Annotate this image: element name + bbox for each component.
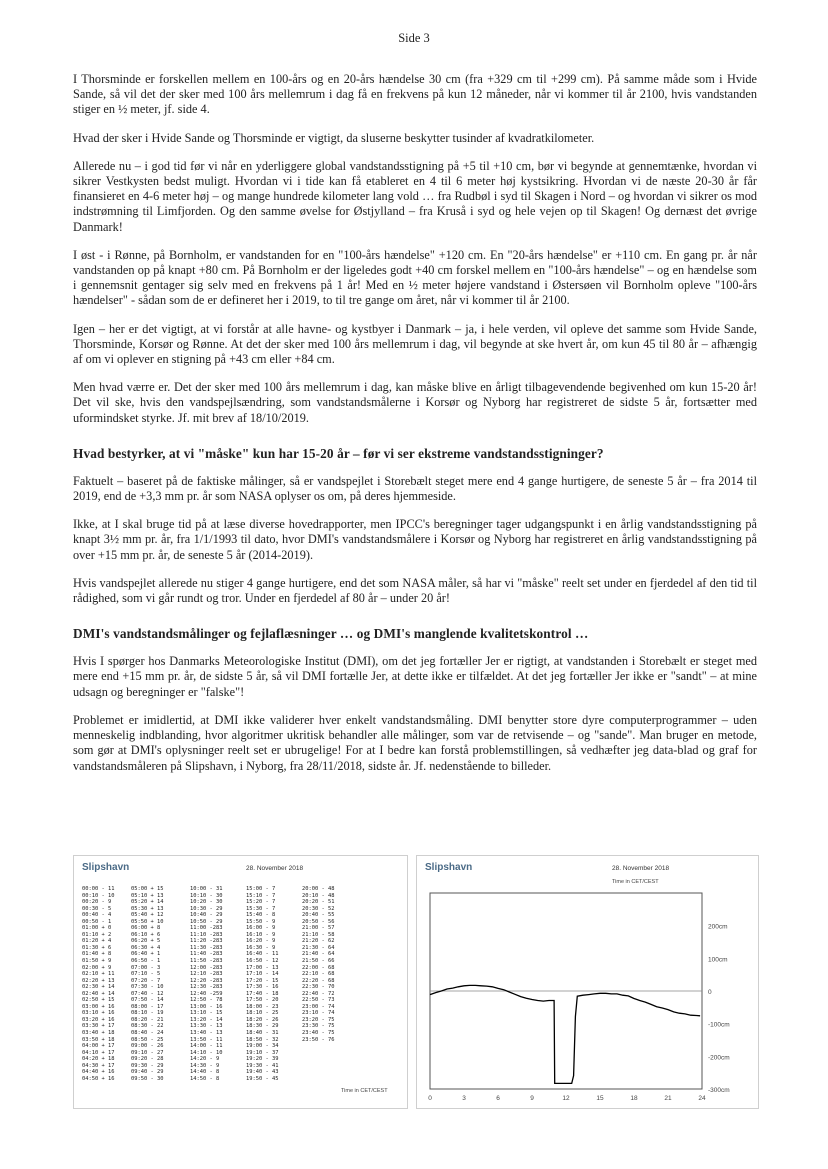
data-row: 02:20 + 13 (82, 977, 115, 984)
data-row: 18:40 - 31 (246, 1030, 279, 1037)
data-row: 17:40 - 18 (246, 990, 279, 997)
paragraph: I Thorsminde er forskellen mellem en 100-års og en 20-års hændelse 30 cm (fra +329 cm til +299 cm). På samme måde som i Hvide Sande, så vil det der sker med 100 års mellemrum i dag få en frekvens på kun 12 måneder, når vi kommer til år 2100, hvis vandstanden stiger en ½ meter, jf. side 4. (73, 72, 757, 117)
data-row: 10:10 - 30 (190, 892, 223, 899)
data-row: 15:20 - 7 (246, 899, 276, 906)
data-row: 18:50 - 32 (246, 1036, 279, 1043)
data-row: 09:20 - 28 (131, 1056, 164, 1063)
line-chart (417, 856, 758, 1108)
data-row: 11:10 -283 (190, 931, 223, 938)
data-row: 04:20 + 18 (82, 1056, 115, 1063)
data-row: 22:20 - 68 (302, 977, 335, 984)
data-row: 04:30 + 17 (82, 1062, 115, 1069)
data-row: 20:20 - 51 (302, 899, 335, 906)
water-level-chart (416, 855, 759, 1109)
data-row: 14:10 - 10 (190, 1049, 223, 1056)
data-row: 00:30 - 5 (82, 905, 112, 912)
x-tick-label: 18 (630, 1095, 638, 1102)
data-row: 03:30 + 17 (82, 1023, 115, 1030)
chart-timezone-label: Time in CET/CEST (612, 879, 659, 885)
data-row: 14:00 - 11 (190, 1043, 223, 1050)
x-tick-label: 15 (596, 1095, 604, 1102)
data-row: 04:40 + 16 (82, 1069, 115, 1076)
data-row: 21:00 - 57 (302, 925, 335, 932)
data-row: 12:20 -283 (190, 977, 223, 984)
data-row: 12:30 -283 (190, 984, 223, 991)
series-line (430, 985, 700, 1083)
data-row: 21:50 - 66 (302, 958, 335, 965)
data-row: 02:40 + 14 (82, 990, 115, 997)
data-row: 11:50 -283 (190, 958, 223, 965)
data-row: 13:40 - 13 (190, 1030, 223, 1037)
data-row: 19:50 - 45 (246, 1075, 279, 1082)
data-row: 12:10 -283 (190, 971, 223, 978)
data-row: 19:00 - 34 (246, 1043, 279, 1050)
data-row: 03:40 + 18 (82, 1030, 115, 1037)
data-row: 09:50 - 30 (131, 1075, 164, 1082)
data-row: 23:10 - 74 (302, 1010, 335, 1017)
x-tick-label: 24 (698, 1095, 706, 1102)
data-row: 05:00 + 15 (131, 886, 164, 892)
data-row: 08:30 - 22 (131, 1023, 164, 1030)
data-row: 23:50 - 76 (302, 1036, 335, 1043)
data-row: 01:10 + 2 (82, 931, 112, 938)
data-row: 05:50 + 10 (131, 918, 164, 925)
data-row: 12:40 -259 (190, 990, 223, 997)
data-row: 01:40 + 8 (82, 951, 112, 958)
data-row: 02:00 + 9 (82, 964, 112, 971)
data-sheet-date: 28. November 2018 (246, 865, 304, 872)
data-row: 15:30 - 7 (246, 905, 276, 912)
timezone-label: Time in CET/CEST (341, 1088, 388, 1094)
station-title: Slipshavn (82, 862, 130, 873)
data-row: 18:10 - 25 (246, 1010, 279, 1017)
data-row: 17:20 - 15 (246, 977, 279, 984)
data-row: 10:30 - 29 (190, 905, 223, 912)
data-row: 06:10 + 6 (131, 931, 161, 938)
data-row: 07:50 - 14 (131, 997, 164, 1004)
data-column (82, 886, 114, 1082)
paragraph: Faktuelt – baseret på de faktiske målinger, så er vandspejlet i Storebælt steget mere end 4 gange hurtigere, de seneste 5 år – fra 2014 til 2019, end de +3,3 mm pr. år som NASA oplyser os om, på deres hjemmeside. (73, 473, 757, 504)
data-row: 19:30 - 41 (246, 1062, 279, 1069)
data-row: 16:30 - 9 (246, 944, 276, 951)
data-row: 09:40 - 29 (131, 1069, 164, 1076)
data-row: 14:30 - 9 (190, 1062, 220, 1069)
data-row: 22:50 - 73 (302, 997, 335, 1004)
data-row: 13:30 - 13 (190, 1023, 223, 1030)
data-row: 00:20 - 9 (82, 899, 112, 906)
data-row: 03:20 + 16 (82, 1016, 115, 1023)
data-row: 05:40 + 12 (131, 912, 164, 919)
x-tick-label: 9 (530, 1095, 534, 1102)
paragraph: Men hvad værre er. Det der sker med 100 års mellemrum i dag, kan måske blive en årligt tilbagevendende begivenhed om kun 15-20 år! Det vil ske, hvis den vandspejlsændring, som vandstandsmålerne i Korsør og Nyborg har registreret de sidste 5 år, fortsætter med uformindsket styrke. Jf. mit brev af 18/10/2019. (73, 380, 757, 425)
data-row: 10:50 - 29 (190, 918, 223, 925)
data-row: 09:10 - 27 (131, 1049, 164, 1056)
data-row: 08:10 - 19 (131, 1010, 164, 1017)
data-row: 22:00 - 68 (302, 964, 335, 971)
data-row: 16:50 - 12 (246, 958, 279, 965)
data-row: 23:00 - 74 (302, 1003, 335, 1010)
data-row: 02:10 + 11 (82, 971, 115, 978)
data-row: 17:30 - 16 (246, 984, 279, 991)
x-tick-label: 0 (428, 1095, 432, 1102)
data-row: 23:20 - 75 (302, 1016, 335, 1023)
x-tick-label: 6 (496, 1095, 500, 1102)
data-row: 21:40 - 64 (302, 951, 335, 958)
data-row: 15:50 - 9 (246, 918, 276, 925)
data-row: 03:50 + 18 (82, 1036, 115, 1043)
data-row: 19:10 - 37 (246, 1049, 279, 1056)
paragraph: Hvad der sker i Hvide Sande og Thorsminde er vigtigt, da sluserne beskytter tusinder af kvadratkilometer. (73, 130, 595, 145)
data-row: 00:10 - 10 (82, 892, 115, 899)
data-row: 11:30 -283 (190, 944, 223, 951)
data-row: 23:40 - 75 (302, 1030, 335, 1037)
data-row: 07:20 - 7 (131, 977, 161, 984)
data-row: 07:00 - 3 (131, 964, 161, 971)
data-row: 07:30 - 10 (131, 984, 164, 991)
data-row: 05:10 + 13 (131, 892, 164, 899)
data-row: 08:20 - 21 (131, 1016, 164, 1023)
water-level-data-sheet (73, 855, 408, 1109)
data-row: 06:40 + 1 (131, 951, 161, 958)
data-row: 04:50 + 16 (82, 1075, 115, 1082)
data-row: 21:10 - 58 (302, 931, 335, 938)
paragraph: Hvis vandspejlet allerede nu stiger 4 gange hurtigere, end det som NASA måler, så har vi "måske" reelt set under en fjerdedel af den tid til rådighed, som vi går rundt og tror. Under en fjerdedel af 80 år – under 20 år! (73, 575, 757, 606)
y-tick-label: 0 (708, 989, 712, 996)
data-row: 08:50 - 25 (131, 1036, 164, 1043)
data-row: 10:40 - 29 (190, 912, 223, 919)
data-row: 08:40 - 24 (131, 1030, 164, 1037)
data-row: 00:40 - 4 (82, 912, 112, 919)
data-row: 20:30 - 52 (302, 905, 335, 912)
data-row: 22:30 - 70 (302, 984, 335, 991)
data-row: 04:00 + 17 (82, 1043, 115, 1050)
data-row: 07:10 - 5 (131, 971, 161, 978)
data-row: 01:00 + 0 (82, 925, 112, 932)
y-tick-label: -300cm (708, 1087, 730, 1094)
data-row: 11:00 -283 (190, 925, 223, 932)
section-heading: DMI's vandstandsmålinger og fejlaflæsninger … og DMI's manglende kvalitetskontrol … (73, 626, 589, 642)
data-row: 00:00 - 11 (82, 886, 115, 892)
y-tick-label: 200cm (708, 923, 728, 931)
data-row: 17:50 - 20 (246, 997, 279, 1004)
data-row: 12:50 - 78 (190, 997, 223, 1004)
chart-date: 28. November 2018 (612, 865, 670, 872)
data-row: 06:00 + 8 (131, 925, 161, 932)
data-row: 03:00 + 16 (82, 1003, 115, 1010)
data-row: 14:20 - 9 (190, 1056, 220, 1063)
data-row: 16:00 - 9 (246, 925, 276, 932)
data-row: 19:40 - 43 (246, 1069, 279, 1076)
paragraph: Problemet er imidlertid, at DMI ikke validerer hver enkelt vandstandsmåling. DMI benytter store dyre computerprogrammer – uden menneskelig indblanding, hvor algoritmer ukritisk behandler alle målinger, som var de retvisende – og "sande". Man bruger en metode, som gør at DMI's oplysninger reelt set er ubrugelige! For at I bedre kan forstå problemstillingen, så vedhæfter jeg data-blad og graf for vandstandsmåleren på Slipshavn, i Nyborg, fra 28/11/2018, sidste år. Jf. nedenstående to billeder. (73, 712, 757, 773)
data-row: 23:30 - 75 (302, 1023, 335, 1030)
data-row: 15:40 - 8 (246, 912, 276, 919)
paragraph: Allerede nu – i god tid før vi når en yderliggere global vandstandsstigning på +5 til +10 cm, bør vi begynde at gennemtænke, hvordan vi sikrer Vestkysten bedst muligt. Hvordan vi i tide kan få etableret en 4 til 6 meter høj kystsikring. Hvordan vi de næste 20-30 år får finansieret en 4-6 meter høj – og mange hundrede kilometer lang vold … fra Rudbøl i syd til Skagen i Nord – og hvordan vi sikrer os mod indstrømning til Limfjorden. Og den samme øvelse for Østjylland – fra Kruså i syd og hele vejen op til Skagen! Og dernæst det øvrige Danmark! (73, 158, 757, 234)
data-column (190, 886, 222, 1082)
data-row: 11:40 -283 (190, 951, 223, 958)
data-row: 15:00 - 7 (246, 886, 276, 892)
data-column (246, 886, 278, 1082)
page-number: Side 3 (398, 31, 430, 45)
data-row: 05:20 + 14 (131, 899, 164, 906)
data-row: 01:30 + 6 (82, 944, 112, 951)
data-row: 20:00 - 48 (302, 886, 335, 892)
data-row: 02:30 + 14 (82, 984, 115, 991)
data-row: 13:50 - 11 (190, 1036, 223, 1043)
data-row: 18:00 - 23 (246, 1003, 279, 1010)
data-row: 06:50 - 1 (131, 958, 161, 965)
y-tick-label: -100cm (708, 1021, 730, 1029)
y-tick-label: 100cm (708, 956, 728, 964)
paragraph: Hvis I spørger hos Danmarks Meteorologiske Institut (DMI), om det jeg fortæller Jer er rigtigt, at vandstanden i Storebælt er steget med mere end +15 mm pr. år, de sidste 5 år, så vil DMI fortælle Jer, at dette ikke er tilfældet. At det jeg fortæller Jer ikke er "sandt" – at mine udsagn og beregninger er "falske"! (73, 654, 757, 699)
data-row: 05:30 + 13 (131, 905, 164, 912)
x-tick-label: 3 (462, 1095, 466, 1102)
data-row: 19:20 - 39 (246, 1056, 279, 1063)
figures (73, 855, 757, 1107)
data-row: 09:30 - 29 (131, 1062, 164, 1069)
data-row: 16:20 - 9 (246, 938, 276, 945)
data-row: 08:00 - 17 (131, 1003, 164, 1010)
data-column (131, 886, 163, 1082)
data-column (302, 886, 334, 1043)
data-row: 20:10 - 48 (302, 892, 335, 899)
data-row: 20:50 - 56 (302, 918, 335, 925)
data-row: 10:00 - 31 (190, 886, 223, 892)
data-row: 16:40 - 11 (246, 951, 279, 958)
data-row: 16:10 - 9 (246, 931, 276, 938)
data-row: 17:00 - 13 (246, 964, 279, 971)
data-row: 14:40 - 8 (190, 1069, 220, 1076)
data-row: 07:40 - 12 (131, 990, 164, 997)
data-row: 12:00 -283 (190, 964, 223, 971)
data-row: 04:10 + 17 (82, 1049, 115, 1056)
data-row: 15:10 - 7 (246, 892, 276, 899)
data-row: 09:00 - 26 (131, 1043, 164, 1050)
data-row: 21:20 - 62 (302, 938, 335, 945)
paragraph: Ikke, at I skal bruge tid på at læse diverse hovedrapporter, men IPCC's beregninger tager udgangspunkt i en årlig vandstandsstigning på knapt 3½ mm pr. år, fra 1/1/1993 til dato, hvor DMI's vandstandsmålere i Korsør og Nyborg har registreret en årlig vandstandsstigning på over +15 mm pr. år, de seneste 5 år (2014-2019). (73, 517, 757, 562)
data-row: 20:40 - 55 (302, 912, 335, 919)
data-row: 06:20 + 5 (131, 938, 161, 945)
data-row: 11:20 -283 (190, 938, 223, 945)
data-row: 22:10 - 68 (302, 971, 335, 978)
paragraph: I øst - i Rønne, på Bornholm, er vandstanden for en "100-års hændelse" +120 cm. En "20-års hændelse" er +110 cm. En gang pr. år når vandstanden op på knapt +80 cm. På Bornholm er der ligeledes godt +40 cm forskel mellem en "100-års hændelse" – og en hændelse som i gennemsnit gentager sig selv med en frekvens på 1 år! Med en ½ meter højere vandstand i Østersøen vil Bornholm opleve "100-års hændelser" - sådan som de er defineret her i 2019, to til tre gange om året, når vi kommer til år 2100. (73, 247, 757, 308)
data-row: 13:20 - 14 (190, 1016, 223, 1023)
data-row: 02:50 + 15 (82, 997, 115, 1004)
paragraph: Igen – her er det vigtigt, at vi forstår at alle havne- og kystbyer i Danmark – ja, i hele verden, vil opleve det samme som Hvide Sande, Thorsminde, Korsør og Rønne. At det der sker med 100 års mellemrum i dag, vil begynde at ske hvert år, om kun 45 til 80 år – afhængig af om vi oplever en stigning på +43 cm eller +84 cm. (73, 321, 757, 367)
data-row: 13:10 - 15 (190, 1010, 223, 1017)
data-row: 18:20 - 26 (246, 1016, 279, 1023)
data-row: 01:50 + 9 (82, 958, 112, 965)
data-row: 06:30 + 4 (131, 944, 161, 951)
x-tick-label: 21 (664, 1095, 672, 1102)
data-row: 03:10 + 16 (82, 1010, 115, 1017)
data-row: 17:10 - 14 (246, 971, 279, 978)
data-row: 22:40 - 72 (302, 990, 335, 997)
data-row: 14:50 - 8 (190, 1075, 220, 1082)
data-row: 00:50 - 1 (82, 918, 112, 925)
data-row: 18:30 - 29 (246, 1023, 279, 1030)
y-tick-label: -200cm (708, 1054, 730, 1062)
data-row: 21:30 - 64 (302, 944, 335, 951)
data-row: 13:00 - 16 (190, 1003, 223, 1010)
data-row: 01:20 + 4 (82, 938, 112, 945)
chart-title: Slipshavn (425, 862, 473, 873)
document-body (73, 72, 757, 787)
x-tick-label: 12 (562, 1095, 570, 1102)
section-heading: Hvad bestyrker, at vi "måske" kun har 15-20 år – før vi ser ekstreme vandstandsstigninger? (73, 445, 604, 461)
data-row: 10:20 - 30 (190, 899, 223, 906)
